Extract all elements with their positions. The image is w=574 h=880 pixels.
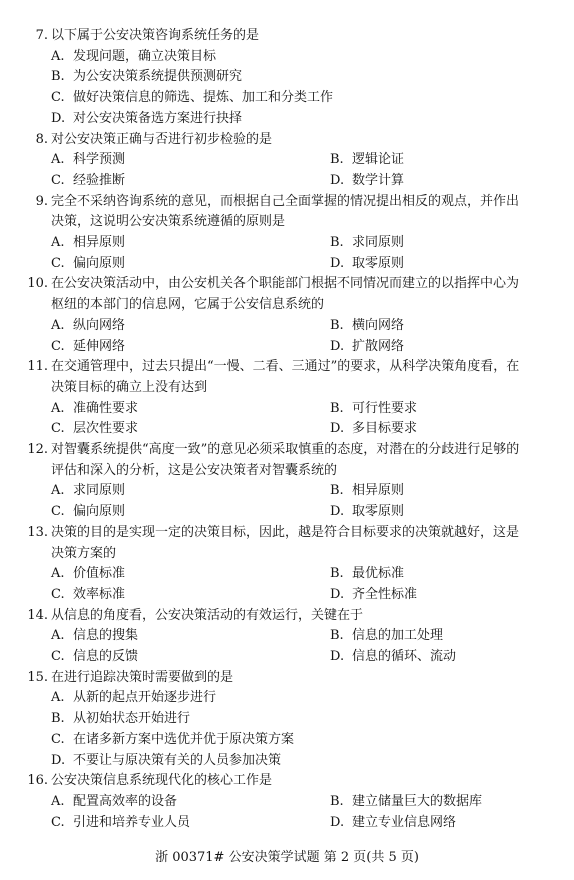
option-a xyxy=(51,232,125,253)
option-b xyxy=(51,66,242,87)
option-text: 科学预测 xyxy=(73,152,126,168)
question-text: 完全不采纳咨询系统的意见，而根据自己全面掌握的情况提出相反的观点，并作出 xyxy=(51,193,520,209)
option-letter: B. xyxy=(330,400,344,416)
option-c xyxy=(51,336,125,357)
option-letter: A. xyxy=(51,690,65,706)
question-text: 在交通管理中，过去只提出“一慢、二看、三通过”的要求，从科学决策角度看，在 xyxy=(51,359,520,375)
option-c xyxy=(51,253,125,274)
option-text: 相异原则 xyxy=(352,483,405,499)
option-text: 偏向原则 xyxy=(73,504,126,520)
option-text: 信息的搜集 xyxy=(73,628,139,644)
option-c xyxy=(51,87,333,108)
question-number: 10. xyxy=(27,276,48,292)
option-d xyxy=(330,646,456,667)
option-text: 经验推断 xyxy=(73,172,126,188)
option-letter: D. xyxy=(330,814,345,830)
question-number: 15. xyxy=(27,669,48,685)
option-text: 建立储量巨大的数据库 xyxy=(352,793,483,809)
question-stem xyxy=(22,770,556,791)
option-text: 最优标准 xyxy=(352,566,405,582)
question-number: 13. xyxy=(27,524,48,540)
option-text: 发现问题，确立决策目标 xyxy=(73,48,217,64)
option-c xyxy=(51,418,138,439)
question-stem xyxy=(22,273,556,294)
option-letter: D. xyxy=(51,110,66,126)
option-letter: A. xyxy=(51,793,65,809)
option-text: 横向网络 xyxy=(352,317,405,333)
option-b xyxy=(330,398,417,419)
question-text: 公安决策信息系统现代化的核心工作是 xyxy=(51,773,273,789)
option-letter: D. xyxy=(330,172,345,188)
page-footer: 浙 00371# 公安决策学试题 第 2 页(共 5 页) xyxy=(155,850,419,865)
question-stem xyxy=(22,129,556,150)
option-text: 可行性要求 xyxy=(352,400,418,416)
question-text: 从信息的角度看，公安决策活动的有效运行，关键在于 xyxy=(51,607,364,623)
option-letter: B. xyxy=(330,235,344,250)
question-text: 在公安决策活动中，由公安机关各个职能部门根据不同情况而建立的以指挥中心为 xyxy=(51,276,520,292)
option-text: 求同原则 xyxy=(352,235,405,250)
question-text-continued: 评估和深入的分析，这是公安决策者对智囊系统的 xyxy=(51,462,338,478)
option-letter: D. xyxy=(330,421,345,437)
option-letter: B. xyxy=(330,317,344,333)
option-letter: C. xyxy=(51,90,65,106)
option-text: 求同原则 xyxy=(73,483,126,499)
option-text: 不要让与原决策有关的人员参加决策 xyxy=(73,752,282,768)
question-stem xyxy=(22,605,556,626)
option-letter: C. xyxy=(51,172,65,188)
option-a xyxy=(51,315,125,336)
option-d xyxy=(330,170,404,191)
option-c xyxy=(51,812,190,833)
option-c xyxy=(51,170,125,191)
option-text: 信息的反馈 xyxy=(73,649,139,664)
option-text: 层次性要求 xyxy=(73,421,139,437)
option-letter: B. xyxy=(51,69,65,85)
option-text: 数学计算 xyxy=(352,172,405,188)
option-d xyxy=(330,253,404,274)
option-text: 偏向原则 xyxy=(73,255,126,271)
option-text: 从新的起点开始逐步进行 xyxy=(73,690,217,706)
question-text-continued: 决策目标的确立上没有达到 xyxy=(51,379,208,395)
option-letter: B. xyxy=(330,628,344,644)
option-text: 延伸网络 xyxy=(73,338,126,354)
option-letter: A. xyxy=(51,317,65,333)
option-letter: D. xyxy=(330,649,345,664)
option-text: 相异原则 xyxy=(73,235,126,250)
option-d xyxy=(330,501,404,522)
option-d xyxy=(330,336,404,357)
question-text: 对智囊系统提供“高度一致”的意见必须采取慎重的态度，对潜在的分歧进行足够的 xyxy=(51,442,520,457)
question-number: 14. xyxy=(27,607,48,623)
option-letter: A. xyxy=(51,566,65,582)
option-letter: C. xyxy=(51,649,65,664)
option-text: 取零原则 xyxy=(352,504,405,520)
option-text: 做好决策信息的筛选、提炼、加工和分类工作 xyxy=(73,90,334,106)
question-number: 11. xyxy=(27,359,48,375)
option-text: 准确性要求 xyxy=(73,400,139,416)
option-b xyxy=(330,625,443,646)
question-text-continued: 决策方案的 xyxy=(51,545,117,561)
option-a xyxy=(51,625,138,646)
question-number: 9. xyxy=(35,193,48,209)
option-a xyxy=(51,149,125,170)
question-text: 在进行追踪决策时需要做到的是 xyxy=(51,669,234,685)
option-text: 信息的加工处理 xyxy=(352,628,444,644)
option-letter: D. xyxy=(330,255,345,271)
question-stem xyxy=(22,356,556,377)
option-letter: D. xyxy=(330,586,345,602)
option-letter: A. xyxy=(51,152,65,168)
option-letter: A. xyxy=(51,235,65,250)
option-letter: D. xyxy=(330,338,345,354)
option-letter: D. xyxy=(51,752,66,768)
question-number: 16. xyxy=(27,773,48,789)
option-b xyxy=(330,791,482,812)
option-a xyxy=(51,563,125,584)
option-letter: B. xyxy=(51,711,65,727)
question-text-continued: 决策，这说明公安决策系统遵循的原则是 xyxy=(51,214,286,230)
option-text: 扩散网络 xyxy=(352,338,405,354)
option-b xyxy=(330,480,404,501)
option-text: 为公安决策系统提供预测研究 xyxy=(73,69,243,85)
option-letter: B. xyxy=(330,152,344,168)
option-c xyxy=(51,729,294,750)
option-letter: A. xyxy=(51,400,65,416)
option-letter: A. xyxy=(51,483,65,499)
option-letter: C. xyxy=(51,504,65,520)
option-letter: D. xyxy=(330,504,345,520)
option-text: 引进和培养专业人员 xyxy=(73,814,191,830)
question-text-continued: 枢纽的本部门的信息网，它属于公安信息系统的 xyxy=(51,297,325,313)
question-text: 对公安决策正确与否进行初步检验的是 xyxy=(51,131,273,147)
option-c xyxy=(51,646,138,667)
option-letter: C. xyxy=(51,255,65,271)
option-d xyxy=(330,812,456,833)
option-text: 效率标准 xyxy=(73,586,126,602)
option-text: 取零原则 xyxy=(352,255,405,271)
question-stem xyxy=(22,439,556,460)
option-letter: C. xyxy=(51,586,65,602)
option-d xyxy=(330,418,417,439)
option-a xyxy=(51,687,216,708)
option-c xyxy=(51,501,125,522)
option-text: 齐全性标准 xyxy=(352,586,418,602)
option-text: 价值标准 xyxy=(73,566,126,582)
question-stem xyxy=(22,191,556,212)
option-text: 多目标要求 xyxy=(352,421,418,437)
option-b xyxy=(330,315,404,336)
question-number: 7. xyxy=(35,28,48,43)
option-a xyxy=(51,398,138,419)
option-d xyxy=(51,108,242,129)
option-b xyxy=(330,563,404,584)
option-a xyxy=(51,46,216,67)
option-d xyxy=(51,750,281,771)
option-text: 对公安决策备选方案进行抉择 xyxy=(73,110,243,126)
option-letter: C. xyxy=(51,338,65,354)
option-b xyxy=(330,149,404,170)
option-text: 纵向网络 xyxy=(73,317,126,333)
question-number: 12. xyxy=(27,442,48,457)
option-letter: C. xyxy=(51,814,65,830)
option-text: 配置高效率的设备 xyxy=(73,793,178,809)
question-text: 决策的目的是实现一定的决策目标，因此，越是符合目标要求的决策就越好，这是 xyxy=(51,524,520,540)
question-stem xyxy=(22,667,556,688)
option-letter: A. xyxy=(51,48,65,64)
option-letter: B. xyxy=(330,483,344,499)
question-text: 以下属于公安决策咨询系统任务的是 xyxy=(51,28,260,43)
option-text: 逻辑论证 xyxy=(352,152,405,168)
option-letter: B. xyxy=(330,566,344,582)
option-c xyxy=(51,584,125,605)
option-text: 从初始状态开始进行 xyxy=(73,711,191,727)
option-text: 信息的循环、流动 xyxy=(352,649,457,664)
question-stem xyxy=(22,25,556,46)
option-letter: B. xyxy=(330,793,344,809)
option-d xyxy=(330,584,417,605)
option-b xyxy=(51,708,190,729)
option-b xyxy=(330,232,404,253)
question-number: 8. xyxy=(35,131,48,147)
option-letter: A. xyxy=(51,628,65,644)
question-stem xyxy=(22,522,556,543)
option-text: 在诸多新方案中选优并优于原决策方案 xyxy=(73,731,295,747)
option-letter: C. xyxy=(51,731,65,747)
option-a xyxy=(51,791,177,812)
option-a xyxy=(51,480,125,501)
option-letter: C. xyxy=(51,421,65,437)
option-text: 建立专业信息网络 xyxy=(352,814,457,830)
